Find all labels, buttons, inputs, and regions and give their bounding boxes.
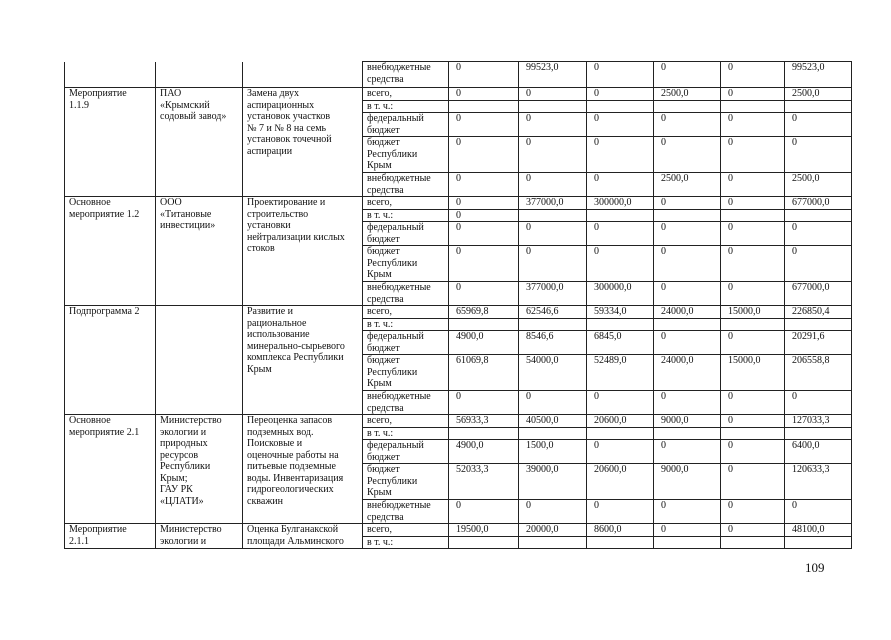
amount-cell: 24000,0 (654, 306, 721, 319)
amount-cell: 4900,0 (449, 331, 519, 355)
amount-cell: 1500,0 (519, 440, 587, 464)
amount-cell: 19500,0 (449, 524, 519, 537)
amount-cell: 0 (654, 282, 721, 306)
executor-cell (156, 306, 243, 415)
amount-cell: 0 (519, 137, 587, 173)
amount-cell (519, 100, 587, 113)
funding-source-cell: федеральный бюджет (363, 331, 449, 355)
amount-cell: 0 (449, 282, 519, 306)
amount-cell: 0 (654, 62, 721, 88)
amount-cell: 120633,3 (785, 464, 852, 500)
amount-cell: 0 (721, 440, 785, 464)
amount-cell: 0 (721, 391, 785, 415)
amount-cell (654, 427, 721, 440)
amount-cell (519, 427, 587, 440)
funding-source-cell: всего, (363, 197, 449, 210)
amount-cell (654, 209, 721, 222)
amount-cell: 127033,3 (785, 415, 852, 428)
amount-cell (449, 100, 519, 113)
amount-cell: 0 (785, 391, 852, 415)
amount-cell: 9000,0 (654, 464, 721, 500)
amount-cell: 8600,0 (587, 524, 654, 537)
executor-cell: Министерство экологии и (156, 524, 243, 549)
amount-cell: 62546,6 (519, 306, 587, 319)
funding-source-cell: в т. ч.: (363, 209, 449, 222)
measure-name-cell (65, 62, 156, 88)
amount-cell: 0 (721, 524, 785, 537)
amount-cell: 0 (519, 173, 587, 197)
table-row (65, 306, 852, 319)
amount-cell (449, 536, 519, 549)
amount-cell: 0 (449, 173, 519, 197)
amount-cell: 0 (654, 246, 721, 282)
amount-cell: 0 (721, 197, 785, 210)
amount-cell: 52033,3 (449, 464, 519, 500)
description-cell: Замена двух аспирационных установок участков № 7 и № 8 на семь установок точечной аспирации (243, 88, 363, 197)
executor-cell (156, 62, 243, 88)
amount-cell: 0 (587, 500, 654, 524)
amount-cell: 0 (654, 391, 721, 415)
amount-cell: 206558,8 (785, 355, 852, 391)
page-number: 109 (805, 560, 825, 575)
measure-name-cell: Мероприятие 1.1.9 (65, 88, 156, 197)
amount-cell: 59334,0 (587, 306, 654, 319)
amount-cell: 0 (587, 173, 654, 197)
amount-cell: 2500,0 (785, 173, 852, 197)
amount-cell: 0 (654, 440, 721, 464)
description-cell (243, 62, 363, 88)
funding-source-cell: всего, (363, 88, 449, 101)
funding-source-cell: в т. ч.: (363, 427, 449, 440)
amount-cell: 0 (654, 524, 721, 537)
amount-cell: 2500,0 (785, 88, 852, 101)
amount-cell: 300000,0 (587, 282, 654, 306)
amount-cell: 20291,6 (785, 331, 852, 355)
amount-cell (587, 536, 654, 549)
amount-cell: 0 (654, 331, 721, 355)
amount-cell: 0 (587, 440, 654, 464)
funding-source-cell: всего, (363, 415, 449, 428)
description-cell: Переоценка запасов подземных вод. Поисковые и оценочные работы на питьевые подземные воды. Инвентаризация гидрогеологических скважин (243, 415, 363, 524)
amount-cell (519, 209, 587, 222)
amount-cell: 0 (721, 331, 785, 355)
amount-cell: 2500,0 (654, 173, 721, 197)
table-row (65, 415, 852, 428)
amount-cell: 0 (721, 113, 785, 137)
description-cell: Развитие и рациональное использование минерально-сырьевого комплекса Республики Крым (243, 306, 363, 415)
measure-name-cell: Основное мероприятие 2.1 (65, 415, 156, 524)
amount-cell (785, 209, 852, 222)
amount-cell: 0 (721, 137, 785, 173)
executor-cell: ООО «Титановые инвестиции» (156, 197, 243, 306)
funding-source-cell: в т. ч.: (363, 318, 449, 331)
amount-cell (785, 536, 852, 549)
amount-cell: 0 (654, 500, 721, 524)
funding-source-cell: федеральный бюджет (363, 113, 449, 137)
amount-cell: 0 (785, 500, 852, 524)
executor-cell: ПАО «Крымский содовый завод» (156, 88, 243, 197)
amount-cell: 39000,0 (519, 464, 587, 500)
funding-source-cell: внебюджетные средства (363, 391, 449, 415)
amount-cell: 61069,8 (449, 355, 519, 391)
amount-cell: 2500,0 (654, 88, 721, 101)
funding-source-cell: бюджет Республики Крым (363, 464, 449, 500)
amount-cell: 24000,0 (654, 355, 721, 391)
funding-source-cell: внебюджетные средства (363, 62, 449, 88)
funding-source-cell: бюджет Республики Крым (363, 137, 449, 173)
executor-cell: Министерство экологии и природных ресурсов Республики Крым; ГАУ РК «ЦЛАТИ» (156, 415, 243, 524)
amount-cell: 0 (519, 88, 587, 101)
amount-cell: 8546,6 (519, 331, 587, 355)
amount-cell: 0 (721, 246, 785, 282)
amount-cell: 0 (449, 88, 519, 101)
amount-cell: 52489,0 (587, 355, 654, 391)
amount-cell: 65969,8 (449, 306, 519, 319)
amount-cell: 0 (587, 137, 654, 173)
amount-cell: 377000,0 (519, 282, 587, 306)
amount-cell: 0 (785, 137, 852, 173)
amount-cell: 0 (519, 500, 587, 524)
amount-cell (721, 536, 785, 549)
amount-cell: 0 (519, 391, 587, 415)
amount-cell: 677000,0 (785, 282, 852, 306)
amount-cell: 6400,0 (785, 440, 852, 464)
amount-cell: 0 (449, 391, 519, 415)
table-row (65, 88, 852, 101)
amount-cell: 0 (721, 222, 785, 246)
amount-cell (519, 318, 587, 331)
amount-cell: 15000,0 (721, 306, 785, 319)
amount-cell: 9000,0 (654, 415, 721, 428)
amount-cell: 0 (449, 113, 519, 137)
amount-cell: 99523,0 (519, 62, 587, 88)
amount-cell (587, 100, 654, 113)
amount-cell (785, 427, 852, 440)
amount-cell: 0 (449, 137, 519, 173)
amount-cell: 0 (721, 88, 785, 101)
funding-source-cell: бюджет Республики Крым (363, 355, 449, 391)
amount-cell: 6845,0 (587, 331, 654, 355)
amount-cell (654, 318, 721, 331)
funding-source-cell: всего, (363, 524, 449, 537)
amount-cell: 0 (519, 113, 587, 137)
amount-cell: 56933,3 (449, 415, 519, 428)
amount-cell (587, 427, 654, 440)
amount-cell: 0 (449, 197, 519, 210)
amount-cell: 0 (449, 246, 519, 282)
measure-name-cell: Мероприятие 2.1.1 (65, 524, 156, 549)
amount-cell: 0 (654, 197, 721, 210)
amount-cell (654, 536, 721, 549)
table-row (65, 62, 852, 88)
amount-cell: 0 (519, 246, 587, 282)
funding-source-cell: внебюджетные средства (363, 500, 449, 524)
funding-source-cell: бюджет Республики Крым (363, 246, 449, 282)
amount-cell: 54000,0 (519, 355, 587, 391)
amount-cell: 4900,0 (449, 440, 519, 464)
amount-cell: 677000,0 (785, 197, 852, 210)
amount-cell: 0 (449, 500, 519, 524)
amount-cell: 0 (654, 113, 721, 137)
description-cell: Оценка Булганакской площади Альминского (243, 524, 363, 549)
amount-cell: 20000,0 (519, 524, 587, 537)
amount-cell: 0 (785, 113, 852, 137)
amount-cell (785, 318, 852, 331)
amount-cell: 0 (519, 222, 587, 246)
description-cell: Проектирование и строительство установки нейтрализации кислых стоков (243, 197, 363, 306)
table-row (65, 197, 852, 210)
budget-table (64, 61, 851, 549)
amount-cell (587, 209, 654, 222)
amount-cell: 300000,0 (587, 197, 654, 210)
funding-source-cell: внебюджетные средства (363, 282, 449, 306)
amount-cell: 0 (721, 62, 785, 88)
amount-cell: 0 (587, 113, 654, 137)
funding-source-cell: федеральный бюджет (363, 440, 449, 464)
amount-cell: 0 (721, 415, 785, 428)
amount-cell: 20600,0 (587, 464, 654, 500)
amount-cell: 0 (785, 246, 852, 282)
funding-source-cell: в т. ч.: (363, 100, 449, 113)
amount-cell: 0 (654, 137, 721, 173)
amount-cell: 0 (654, 222, 721, 246)
measure-name-cell: Подпрограмма 2 (65, 306, 156, 415)
amount-cell: 40500,0 (519, 415, 587, 428)
amount-cell: 0 (587, 62, 654, 88)
table-row (65, 524, 852, 537)
amount-cell: 0 (449, 209, 519, 222)
amount-cell: 377000,0 (519, 197, 587, 210)
amount-cell (721, 318, 785, 331)
amount-cell: 0 (587, 88, 654, 101)
amount-cell (449, 318, 519, 331)
amount-cell: 0 (587, 391, 654, 415)
amount-cell: 226850,4 (785, 306, 852, 319)
funding-source-cell: федеральный бюджет (363, 222, 449, 246)
amount-cell: 0 (449, 222, 519, 246)
amount-cell (587, 318, 654, 331)
amount-cell: 0 (721, 173, 785, 197)
amount-cell: 15000,0 (721, 355, 785, 391)
amount-cell (785, 100, 852, 113)
amount-cell: 0 (721, 500, 785, 524)
amount-cell (721, 209, 785, 222)
amount-cell (721, 427, 785, 440)
amount-cell: 0 (721, 282, 785, 306)
amount-cell: 0 (449, 62, 519, 88)
funding-source-cell: в т. ч.: (363, 536, 449, 549)
amount-cell (519, 536, 587, 549)
amount-cell (721, 100, 785, 113)
amount-cell: 0 (785, 222, 852, 246)
amount-cell (449, 427, 519, 440)
amount-cell: 0 (721, 464, 785, 500)
amount-cell: 99523,0 (785, 62, 852, 88)
amount-cell: 0 (587, 222, 654, 246)
amount-cell: 0 (587, 246, 654, 282)
amount-cell: 48100,0 (785, 524, 852, 537)
amount-cell: 20600,0 (587, 415, 654, 428)
funding-source-cell: всего, (363, 306, 449, 319)
funding-source-cell: внебюджетные средства (363, 173, 449, 197)
measure-name-cell: Основное мероприятие 1.2 (65, 197, 156, 306)
amount-cell (654, 100, 721, 113)
